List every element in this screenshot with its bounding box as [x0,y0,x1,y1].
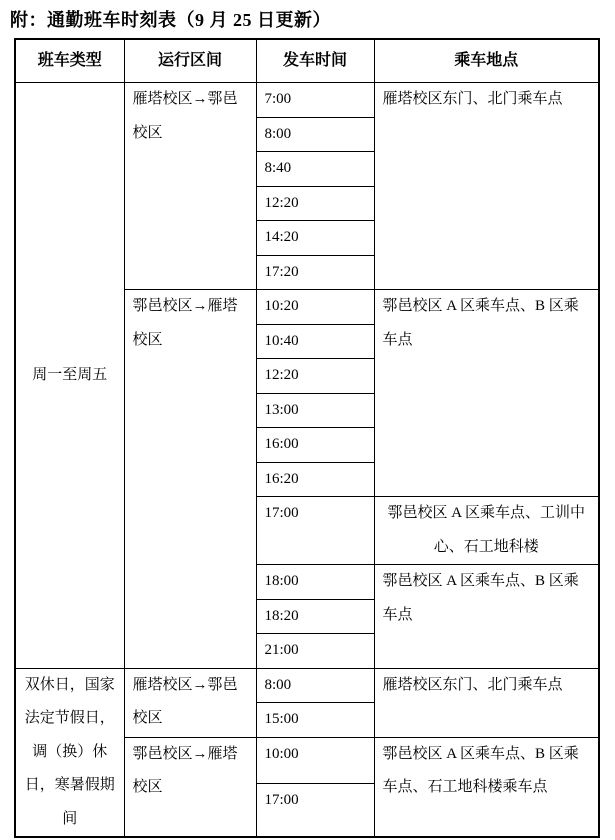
bus-schedule-table [14,38,600,838]
boarding-point-yanta: 雁塔校区东门、北门乘车点 [374,83,599,290]
departure-time: 10:40 [256,324,374,359]
route-weekday-huyi-to-yanta: 鄠邑校区→雁塔校区 [124,290,256,669]
route-weekday-yanta-to-huyi: 雁塔校区→鄠邑校区 [124,83,256,290]
departure-time: 13:00 [256,393,374,428]
departure-time: 14:20 [256,221,374,256]
header-route: 运行区间 [124,39,256,83]
boarding-point-huyi-ab: 鄠邑校区 A 区乘车点、B 区乘车点 [374,290,599,497]
boarding-point-huyi-ab-evening: 鄠邑校区 A 区乘车点、B 区乘车点 [374,565,599,669]
departure-time: 16:20 [256,462,374,497]
departure-time: 12:20 [256,186,374,221]
boarding-point-huyi-gongxun: 鄠邑校区 A 区乘车点、工训中心、石工地科楼 [374,497,599,565]
departure-time: 10:20 [256,290,374,325]
departure-time: 18:00 [256,565,374,600]
departure-time: 8:00 [256,668,374,703]
page-title: 附：通勤班车时刻表（9 月 25 日更新） [10,10,331,30]
bus-type-weekday: 周一至周五 [15,83,124,669]
departure-time: 17:00 [256,497,374,565]
departure-time: 21:00 [256,634,374,669]
departure-time: 10:00 [256,737,374,783]
departure-time: 16:00 [256,428,374,463]
departure-time: 8:00 [256,117,374,152]
departure-time: 12:20 [256,359,374,394]
table-row [15,668,599,703]
departure-time: 17:20 [256,255,374,290]
departure-time: 7:00 [256,83,374,118]
bus-type-weekend: 双休日，国家法定节假日，调（换）休日，寒暑假期间 [15,668,124,837]
header-departure-time: 发车时间 [256,39,374,83]
table-row [15,83,599,118]
header-bus-type: 班车类型 [15,39,124,83]
boarding-point-weekend-huyi: 鄠邑校区 A 区乘车点、B 区乘车点、石工地科楼乘车点 [374,737,599,837]
table-header-row [15,39,599,83]
departure-time: 17:00 [256,783,374,837]
header-boarding-point: 乘车地点 [374,39,599,83]
departure-time: 18:20 [256,599,374,634]
route-weekend-yanta-to-huyi: 雁塔校区→鄠邑校区 [124,668,256,737]
route-weekend-huyi-to-yanta: 鄠邑校区→雁塔校区 [124,737,256,837]
departure-time: 15:00 [256,703,374,738]
boarding-point-weekend-yanta: 雁塔校区东门、北门乘车点 [374,668,599,737]
departure-time: 8:40 [256,152,374,187]
